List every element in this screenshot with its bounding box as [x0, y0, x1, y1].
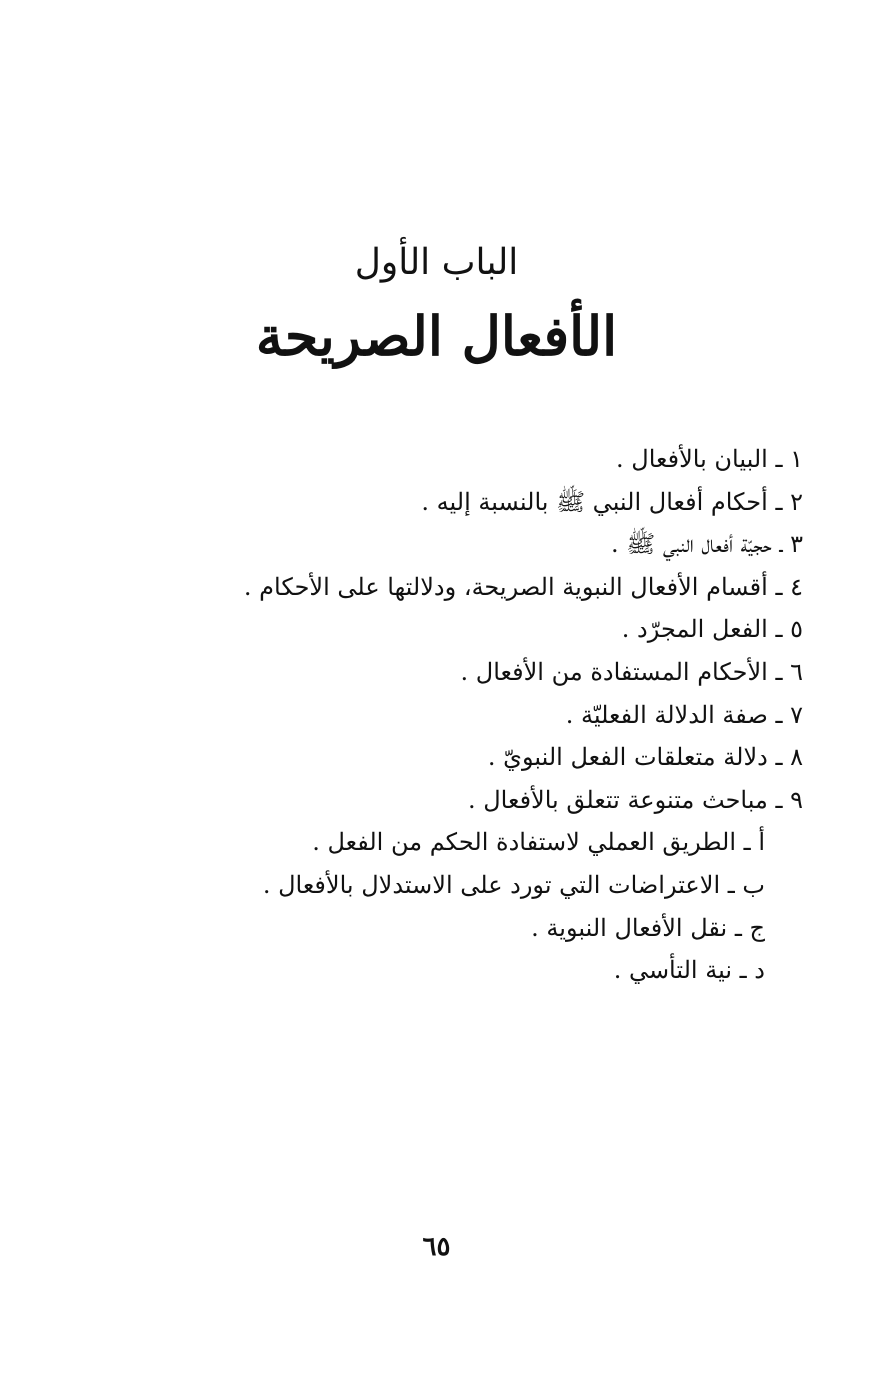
list-item: ٦ ـ الأحكام المستفادة من الأفعال . — [460, 657, 803, 686]
sub-list-item: ج ـ نقل الأفعال النبوية . — [531, 913, 765, 942]
list-item: ١ ـ البيان بالأفعال . — [616, 445, 803, 473]
list-item: ٩ ـ مباحث متنوعة تتعلق بالأفعال . — [467, 785, 803, 814]
page-number: ٦٥ — [422, 1232, 451, 1262]
chapter-label: الباب الأول — [354, 242, 519, 283]
list-item: ٢ ـ أحكام أفعال النبي ﷺ بالنسبة إليه . — [421, 487, 803, 516]
list-item: ٥ ـ الفعل المجرّد . — [621, 615, 803, 644]
sub-list-item: ب ـ الاعتراضات التي تورد على الاستدلال بالأفعال . — [262, 870, 765, 899]
list-item: ٧ ـ صفة الدلالة الفعليّة . — [565, 700, 803, 729]
chapter-title: الأفعال الصريحة — [255, 304, 618, 368]
list-item: ٨ ـ دلالة متعلقات الفعل النبويّ . — [487, 743, 803, 772]
sub-list-item: د ـ نية التأسي . — [613, 956, 765, 985]
list-item: ٣ ـ حجيّة أفعال النبي ﷺ . — [610, 530, 803, 559]
sub-list-item: أ ـ الطريق العملي لاستفادة الحكم من الفعل . — [312, 828, 765, 857]
list-item: ٤ ـ أقسام الأفعال النبوية الصريحة، ودلالتها على الأحكام . — [243, 572, 803, 601]
chapter-contents-list — [243, 438, 803, 992]
